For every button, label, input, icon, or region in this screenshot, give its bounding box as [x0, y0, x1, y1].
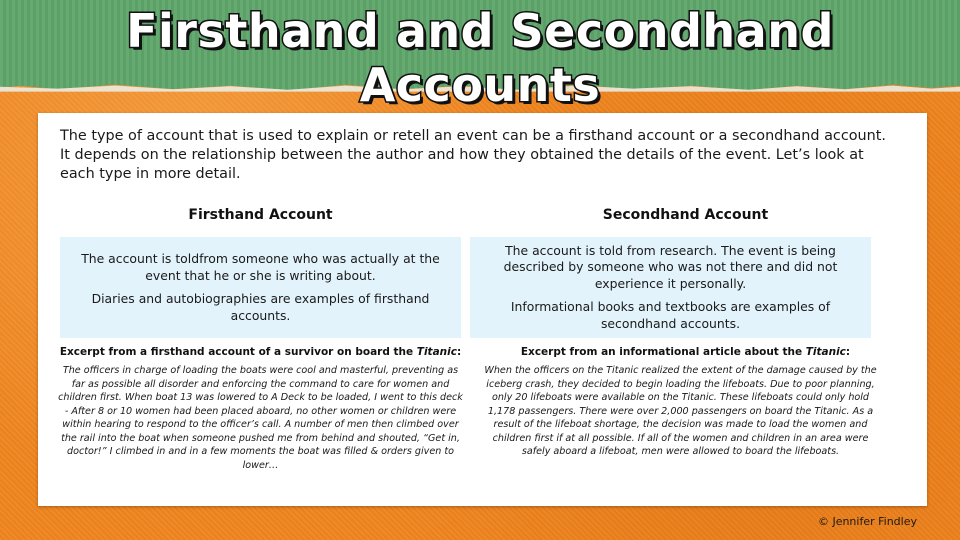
secondhand-heading: Secondhand Account	[602, 207, 769, 223]
firsthand-excerpt-heading-suffix: :	[456, 346, 462, 358]
secondhand-definition: The account is told from research. The event is being described by someone who was not there and did not experience it personally.	[503, 242, 838, 291]
firsthand-excerpt-heading-prefix: Excerpt from a firsthand account of a survivor on board the	[59, 346, 417, 358]
intro-paragraph: The type of account that is used to explain or retell an event can be a firsthand account or a secondhand account. It depends on the relationship between the author and how they obtained the details of the event. Let’s look at each type in more detail.	[60, 128, 886, 182]
page-title: Firsthand and Secondhand Accounts	[126, 4, 834, 112]
firsthand-examples: Diaries and autobiographies are examples of firsthand accounts.	[91, 291, 430, 323]
firsthand-excerpt: The officers in charge of loading the boats were cool and masterful, preventing as far as possible all disorder and enforcing the command to care for women and children first. When boat 13 was lowered to A Deck to be loaded, I went to this deck - After 8 or 10 women had been placed aboard, no other women or children were within hearing to respond to the officer’s call. A number of men then climbed over the rail into the boat when someone pushed me from behind and shouted, “Get in, doctor!” I climbed in and in a few moments the boat was filled & orders given to lower…	[58, 365, 463, 471]
secondhand-excerpt-heading-prefix: Excerpt from an informational article about the	[520, 346, 806, 358]
secondhand-definition-box	[470, 237, 871, 338]
firsthand-definition: The account is toldfrom someone who was actually at the event that he or she is writing about.	[81, 251, 440, 283]
secondhand-excerpt-heading-suffix: :	[845, 346, 851, 358]
firsthand-heading: Firsthand Account	[188, 207, 333, 223]
firsthand-excerpt-heading-italic: Titanic	[416, 346, 457, 358]
secondhand-excerpt-heading-italic: Titanic	[805, 346, 846, 358]
firsthand-excerpt-heading	[48, 346, 473, 358]
firsthand-definition-box	[60, 237, 461, 338]
secondhand-excerpt: When the officers on the Titanic realized the extent of the damage caused by the iceberg crash, they decided to begin loading the lifeboats. Due to poor planning, only 20 lifeboats were available on the Titanic. These lifeboats could only hold 1,178 passengers. There were over 2,000 passengers on board the Titanic. As a result of the lifeboat shortage, the decision was made to load the women and children first if at all possible. If all of the women and children in an area were safely aboard a lifeboat, men were allowed to board the lifeboats.	[484, 365, 877, 457]
content-panel	[38, 113, 927, 506]
secondhand-excerpt-heading	[473, 346, 898, 358]
copyright-notice: © Jennifer Findley	[817, 515, 917, 528]
secondhand-examples: Informational books and textbooks are examples of secondhand accounts.	[510, 299, 831, 331]
